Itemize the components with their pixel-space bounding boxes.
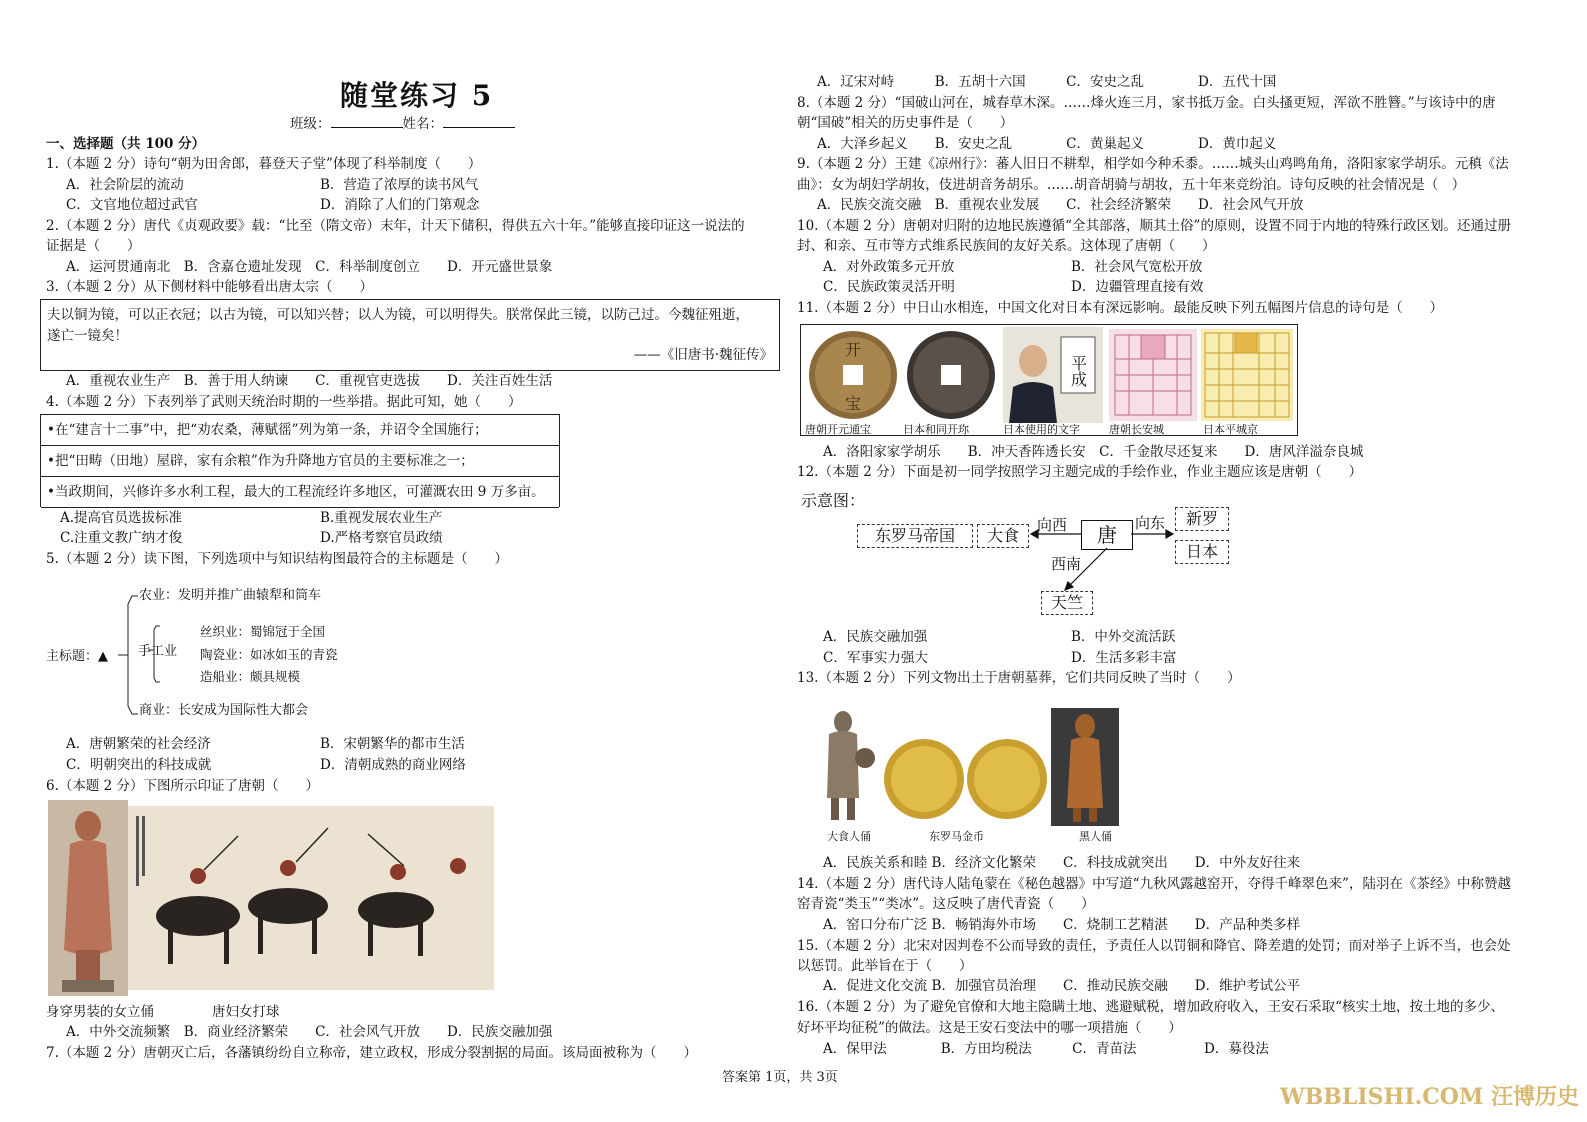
caption-byzantine-coin: 东罗马金币 xyxy=(929,830,984,843)
caption-heijokyo: 日本平城京 xyxy=(1203,423,1258,436)
q3-source: ——《旧唐书·魏征传》 xyxy=(633,347,773,363)
q11-options[interactable]: A．洛阳家家学胡乐 B．冲天香阵透长安 C．千金散尽还复来 D．唐风洋溢奈良城 xyxy=(823,444,1364,460)
caption-japanese-script: 日本使用的文字 xyxy=(1003,423,1080,436)
name-label: 姓名： xyxy=(402,116,443,132)
q12-option-c[interactable]: C．军事实力强大 xyxy=(823,650,928,666)
female-figurine-image xyxy=(48,800,128,996)
kaiyuan-coin-image xyxy=(805,329,901,421)
q6-caption-figurine: 身穿男装的女立俑 xyxy=(46,1004,154,1020)
q6-stem: 6.（本题 2 分）下图所示印证了唐朝（ ） xyxy=(46,778,320,794)
label-east: 向东 xyxy=(1135,514,1166,532)
caption-changan: 唐朝长安城 xyxy=(1109,423,1164,436)
q1-option-a[interactable]: A．社会阶层的流动 xyxy=(66,177,184,193)
q1-option-b[interactable]: B．营造了浓厚的读书风气 xyxy=(320,177,479,193)
q16-stem: 16.（本题 2 分）为了避免官僚和大地主隐瞒土地、逃避赋税，增加政府收入，王安石采取“核实土地，按土地的多少、 xyxy=(797,999,1505,1015)
q5-option-a[interactable]: A．唐朝繁荣的社会经济 xyxy=(66,736,211,752)
page-footer: 答案第 1页，共 3页 xyxy=(722,1070,838,1085)
caption-dashi-figurine: 大食人俑 xyxy=(827,830,871,843)
q2-stem: 2.（本题 2 分）唐代《贞观政要》载：“比至（隋文帝）末年，计天下储积，得供五六十年。”能够直接印证这一说法的 xyxy=(46,218,745,234)
q6-caption-polo: 唐妇女打球 xyxy=(212,1004,280,1020)
q1-option-d[interactable]: D．消除了人们的门第观念 xyxy=(320,197,480,213)
q1-option-c[interactable]: C．文官地位超过武官 xyxy=(66,197,198,213)
heijokyo-map-image xyxy=(1201,329,1293,421)
q7-options[interactable]: A．辽宋对峙 B．五胡十六国 C．安史之乱 D．五代十国 xyxy=(817,74,1277,90)
q3-stem: 3.（本题 2 分）从下侧材料中能够看出唐太宗（ ） xyxy=(46,279,374,295)
watermark-logo: WBBLISHI.COM 汪博历史 xyxy=(1280,1084,1579,1110)
q1-stem: 1.（本题 2 分）诗句“朝为田舍郎，暮登天子堂”体现了科举制度（ ） xyxy=(46,156,482,172)
dashi-figurine-image xyxy=(809,708,879,824)
node-eastern-roman-empire: 东罗马帝国 xyxy=(857,524,973,548)
q13-stem: 13.（本题 2 分）下列文物出土于唐朝墓葬，它们共同反映了当时（ ） xyxy=(797,670,1241,686)
q9-stem: 9.（本题 2 分）王建《凉州行》：蕃人旧日不耕犁，相学如今种禾黍。……城头山鸡鸣角角，洛阳家家学胡乐。元稹《法 xyxy=(797,156,1509,172)
name-field[interactable] xyxy=(443,115,515,128)
q8-stem: 8.（本题 2 分）“国破山河在，城春草木深。……烽火连三月，家书抵万金。白头搔更短，浑欲不胜簪。”与该诗中的唐 xyxy=(797,95,1496,111)
label-southwest: 西南 xyxy=(1051,555,1082,573)
node-silla: 新罗 xyxy=(1175,507,1229,531)
caption-wado: 日本和同开珎 xyxy=(903,423,969,436)
wado-coin-image xyxy=(903,329,999,421)
q3-options[interactable]: A．重视农业生产 B．善于用人纳谏 C．重视官吏选拔 D．关注百姓生活 xyxy=(66,373,553,389)
q4-row-2: •把“田畴（田地）屋辟，家有余粮”作为升降地方官员的主要标准之一； xyxy=(41,446,559,477)
q5-silk: 丝织业：蜀锦冠于全国 xyxy=(200,624,326,639)
q10-option-d[interactable]: D．边疆管理直接有效 xyxy=(1071,279,1204,295)
coin-char-bottom: 宝 xyxy=(844,394,862,413)
q5-main-title: 主标题：▲ xyxy=(46,649,108,664)
q14-options[interactable]: A．窑口分布广泛 B．畅销海外市场 C．烧制工艺精湛 D．产品种类多样 xyxy=(823,917,1301,933)
q5-stem: 5.（本题 2 分）读下图，下列选项中与知识结构图最符合的主标题是（ ） xyxy=(46,551,509,567)
q7-stem: 7.（本题 2 分）唐朝灭亡后，各藩镇纷纷自立称帝，建立政权，形成分裂割据的局面。该局面被称为（ ） xyxy=(46,1045,698,1061)
q5-shipbuilding: 造船业：颇具规模 xyxy=(200,669,301,684)
class-field[interactable] xyxy=(331,115,403,128)
q12-option-b[interactable]: B．中外交流活跃 xyxy=(1071,629,1176,645)
q8-options[interactable]: A．大泽乡起义 B．安史之乱 C．黄巢起义 D．黄巾起义 xyxy=(817,136,1277,152)
node-tang: 唐 xyxy=(1081,520,1133,550)
q10-option-c[interactable]: C．民族政策灵活开明 xyxy=(823,279,955,295)
byzantine-coins-image xyxy=(883,736,1049,822)
q2-options[interactable]: A．运河贯通南北 B．含嘉仓遗址发现 C．科举制度创立 D．开元盛世景象 xyxy=(66,259,553,275)
changan-map-image xyxy=(1109,329,1197,421)
q5-porcelain: 陶瓷业：如冰如玉的青瓷 xyxy=(200,647,338,662)
q13-options[interactable]: A．民族关系和睦 B．经济文化繁荣 C．科技成就突出 D．中外友好往来 xyxy=(823,855,1301,871)
q8-stem-cont: 朝“国破”相关的历史事件是（ ） xyxy=(797,115,1014,131)
student-info xyxy=(290,115,515,133)
q12-option-d[interactable]: D．生活多彩丰富 xyxy=(1071,650,1177,666)
q5-option-b[interactable]: B．宋朝繁华的都市生活 xyxy=(320,736,465,752)
q10-stem-cont: 封、和亲、互市等方式维系民族间的友好关系。这体现了唐朝（ ） xyxy=(797,238,1216,254)
q4-option-a[interactable]: A.提高官员选拔标准 xyxy=(60,510,183,526)
q3-quote-line2: 遂亡一镜矣！ xyxy=(47,328,128,344)
q14-stem-cont: 窑青瓷“类玉”“类冰”。这反映了唐代青瓷（ ） xyxy=(797,896,1095,912)
q3-quote-box xyxy=(40,299,780,371)
q2-stem-cont: 证据是（ ） xyxy=(46,238,141,254)
section-heading: 一、选择题（共 100 分） xyxy=(46,136,206,152)
polo-painting-image xyxy=(128,806,494,990)
q10-option-a[interactable]: A．对外政策多元开放 xyxy=(823,259,955,275)
page-title: 随堂练习 5 xyxy=(340,79,494,112)
q9-stem-cont: 曲》：女为胡妇学胡妆，伎进胡音务胡乐。……胡音胡骑与胡妆，五十年来竞纷泊。诗句反映的社会情况是（ ） xyxy=(797,177,1466,193)
q4-row-3: •当政期间，兴修许多水利工程，最大的工程流经许多地区，可灌溉农田 9 万多亩。 xyxy=(41,477,559,508)
q5-option-c[interactable]: C．明朝突出的科技成就 xyxy=(66,757,212,773)
q4-stem: 4.（本题 2 分）下表列举了武则天统治时期的一些举措。据此可知，她（ ） xyxy=(46,394,522,410)
q4-table xyxy=(40,414,560,507)
q14-stem: 14.（本题 2 分）唐代诗人陆龟蒙在《秘色越器》中写道“九秋风露越窑开，夺得千峰翠色来”，陆羽在《茶经》中称赞越 xyxy=(797,876,1511,892)
q16-stem-cont: 好坏平均征税”的做法。这是王安石变法中的哪一项措施（ ） xyxy=(797,1020,1182,1036)
q12-diagram-label: 示意图： xyxy=(801,491,866,510)
q4-row-1: •在“建言十二事”中，把“劝农桑，薄赋徭”列为第一条，并诏令全国施行； xyxy=(41,415,559,446)
coin-char-top: 开 xyxy=(844,340,862,359)
node-dashi: 大食 xyxy=(977,524,1029,548)
caption-kaiyuan: 唐朝开元通宝 xyxy=(805,423,871,436)
caption-black-figurine: 黑人俑 xyxy=(1079,830,1112,843)
heisei-announcement-image xyxy=(1003,327,1103,423)
q10-stem: 10.（本题 2 分）唐朝对归附的边地民族遵循“全其部落，顺其土俗”的原则，设置不同于内地的特殊行政区划。还通过册 xyxy=(797,218,1511,234)
q15-options[interactable]: A．促进文化交流 B．加强官员治理 C．推动民族交融 D．维护考试公平 xyxy=(823,978,1301,994)
q5-option-d[interactable]: D．清朝成熟的商业网络 xyxy=(320,757,466,773)
heisei-text: 平成 xyxy=(1068,355,1088,387)
q12-stem: 12.（本题 2 分）下面是初一同学按照学习主题完成的手绘作业，作业主题应该是唐朝（ ） xyxy=(797,464,1363,480)
q4-option-b[interactable]: B.重视发展农业生产 xyxy=(320,510,443,526)
node-japan: 日本 xyxy=(1175,540,1229,564)
q4-option-c[interactable]: C.注重文教广纳才俊 xyxy=(60,530,183,546)
q9-options[interactable]: A．民族交流交融 B．重视农业发展 C．社会经济繁荣 D．社会风气开放 xyxy=(817,197,1304,213)
label-west: 向西 xyxy=(1037,516,1068,534)
node-tianzhu: 天竺 xyxy=(1041,591,1093,615)
q12-option-a[interactable]: A．民族交融加强 xyxy=(823,629,928,645)
q5-commerce: 商业：长安成为国际性大都会 xyxy=(139,703,309,718)
q5-agriculture: 农业：发明并推广曲辕犁和筒车 xyxy=(139,588,322,603)
q6-options[interactable]: A．中外交流频繁 B．商业经济繁荣 C．社会风气开放 D．民族交融加强 xyxy=(66,1024,553,1040)
q5-handicraft: 手工业 xyxy=(138,644,178,659)
q11-image-strip xyxy=(800,324,1298,436)
q3-quote-line1: 夫以铜为镜，可以正衣冠；以古为镜，可以知兴替；以人为镜，可以明得失。朕常保此三镜，以防己过。今魏征殂逝， xyxy=(47,307,749,323)
q4-option-d[interactable]: D.严格考察官员政绩 xyxy=(320,530,443,546)
q10-option-b[interactable]: B．社会风气宽松开放 xyxy=(1071,259,1203,275)
q16-options[interactable]: A．保甲法 B．方田均税法 C．青苗法 D．募役法 xyxy=(823,1041,1269,1057)
class-label: 班级： xyxy=(290,116,331,132)
q15-stem-cont: 以惩罚。此举旨在于（ ） xyxy=(797,958,973,974)
q11-stem: 11.（本题 2 分）中日山水相连，中国文化对日本有深远影响。最能反映下列五幅图片信息的诗句是（ ） xyxy=(797,300,1444,316)
black-figurine-image xyxy=(1051,708,1119,826)
q15-stem: 15.（本题 2 分）北宋对因判卷不公而导致的责任，予责任人以罚铜和降官、降差遣的处罚；而对举子上诉不当，也会处 xyxy=(797,938,1511,954)
